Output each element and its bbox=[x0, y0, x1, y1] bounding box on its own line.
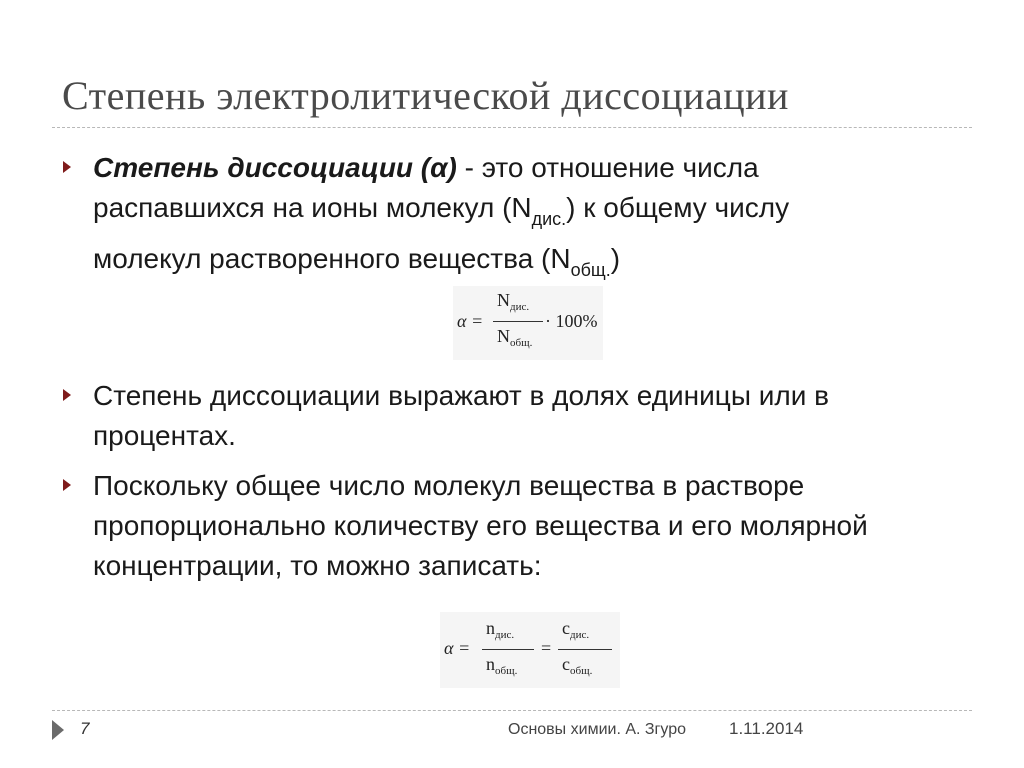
bullet-line-1: Степень диссоциации выражают в долях единицы или в bbox=[93, 380, 829, 411]
footer-date: 1.11.2014 bbox=[729, 719, 804, 738]
bullet-text: ) bbox=[610, 243, 621, 274]
term-degree-of-dissociation: Степень диссоциации (α) bbox=[93, 152, 457, 183]
formula-alpha-ratios bbox=[440, 612, 620, 688]
bullet-arrow-icon bbox=[63, 479, 71, 491]
formula-alpha-percent bbox=[453, 286, 603, 360]
bullet-line-1: Поскольку общее число молекул вещества в растворе bbox=[93, 470, 805, 501]
title-divider bbox=[52, 127, 972, 128]
slide-title: Степень электролитической диссоциации bbox=[62, 73, 789, 118]
bullet-line-2 bbox=[93, 188, 789, 239]
footer-arrow-icon bbox=[52, 720, 64, 740]
bullet-arrow-icon bbox=[63, 389, 71, 401]
bullet-line-3 bbox=[93, 239, 789, 290]
footer-divider bbox=[52, 710, 972, 711]
page-number: 7 bbox=[80, 719, 90, 738]
bullet-line-2: пропорционально количеству его вещества и его молярной bbox=[93, 510, 868, 541]
formula-tail: · 100% bbox=[545, 311, 598, 331]
formula-denominator: $N_{общ.}$ bbox=[497, 326, 533, 349]
formula-denominator: $c_{общ.}$ bbox=[562, 654, 593, 677]
formula-lhs: α = bbox=[444, 638, 471, 658]
bullet-arrow-icon bbox=[63, 161, 71, 173]
formula-numerator: $c_{дис.}$ bbox=[562, 618, 590, 641]
bullet-text: ) к общему числу bbox=[566, 192, 790, 223]
bullet-text: распавшихся на ионы молекул (N bbox=[93, 192, 532, 223]
bullet-line-2: процентах. bbox=[93, 420, 236, 451]
bullet-fraction-units bbox=[93, 376, 829, 456]
bullet-text: молекул растворенного вещества (N bbox=[93, 243, 571, 274]
bullet-line-1 bbox=[93, 148, 789, 188]
fraction-bar bbox=[558, 649, 612, 650]
formula-lhs: α = bbox=[457, 311, 484, 331]
bullet-text: - это отношение числа bbox=[456, 152, 759, 183]
footer-course-title: Основы химии. А. Згуро bbox=[508, 721, 687, 738]
fraction-bar bbox=[493, 321, 543, 322]
formula-numerator: $n_{дис.}$ bbox=[486, 618, 515, 641]
bullet-line-3: концентрации, то можно записать: bbox=[93, 550, 542, 581]
formula-denominator: $n_{общ.}$ bbox=[486, 654, 518, 677]
formula-numerator: $N_{дис.}$ bbox=[497, 290, 530, 313]
fraction-bar bbox=[482, 649, 534, 650]
bullet-definition bbox=[93, 148, 789, 290]
subscript: общ. bbox=[570, 260, 611, 280]
bullet-proportionality bbox=[93, 466, 868, 586]
formula-equals: = bbox=[541, 638, 552, 658]
subscript: дис. bbox=[531, 209, 567, 229]
